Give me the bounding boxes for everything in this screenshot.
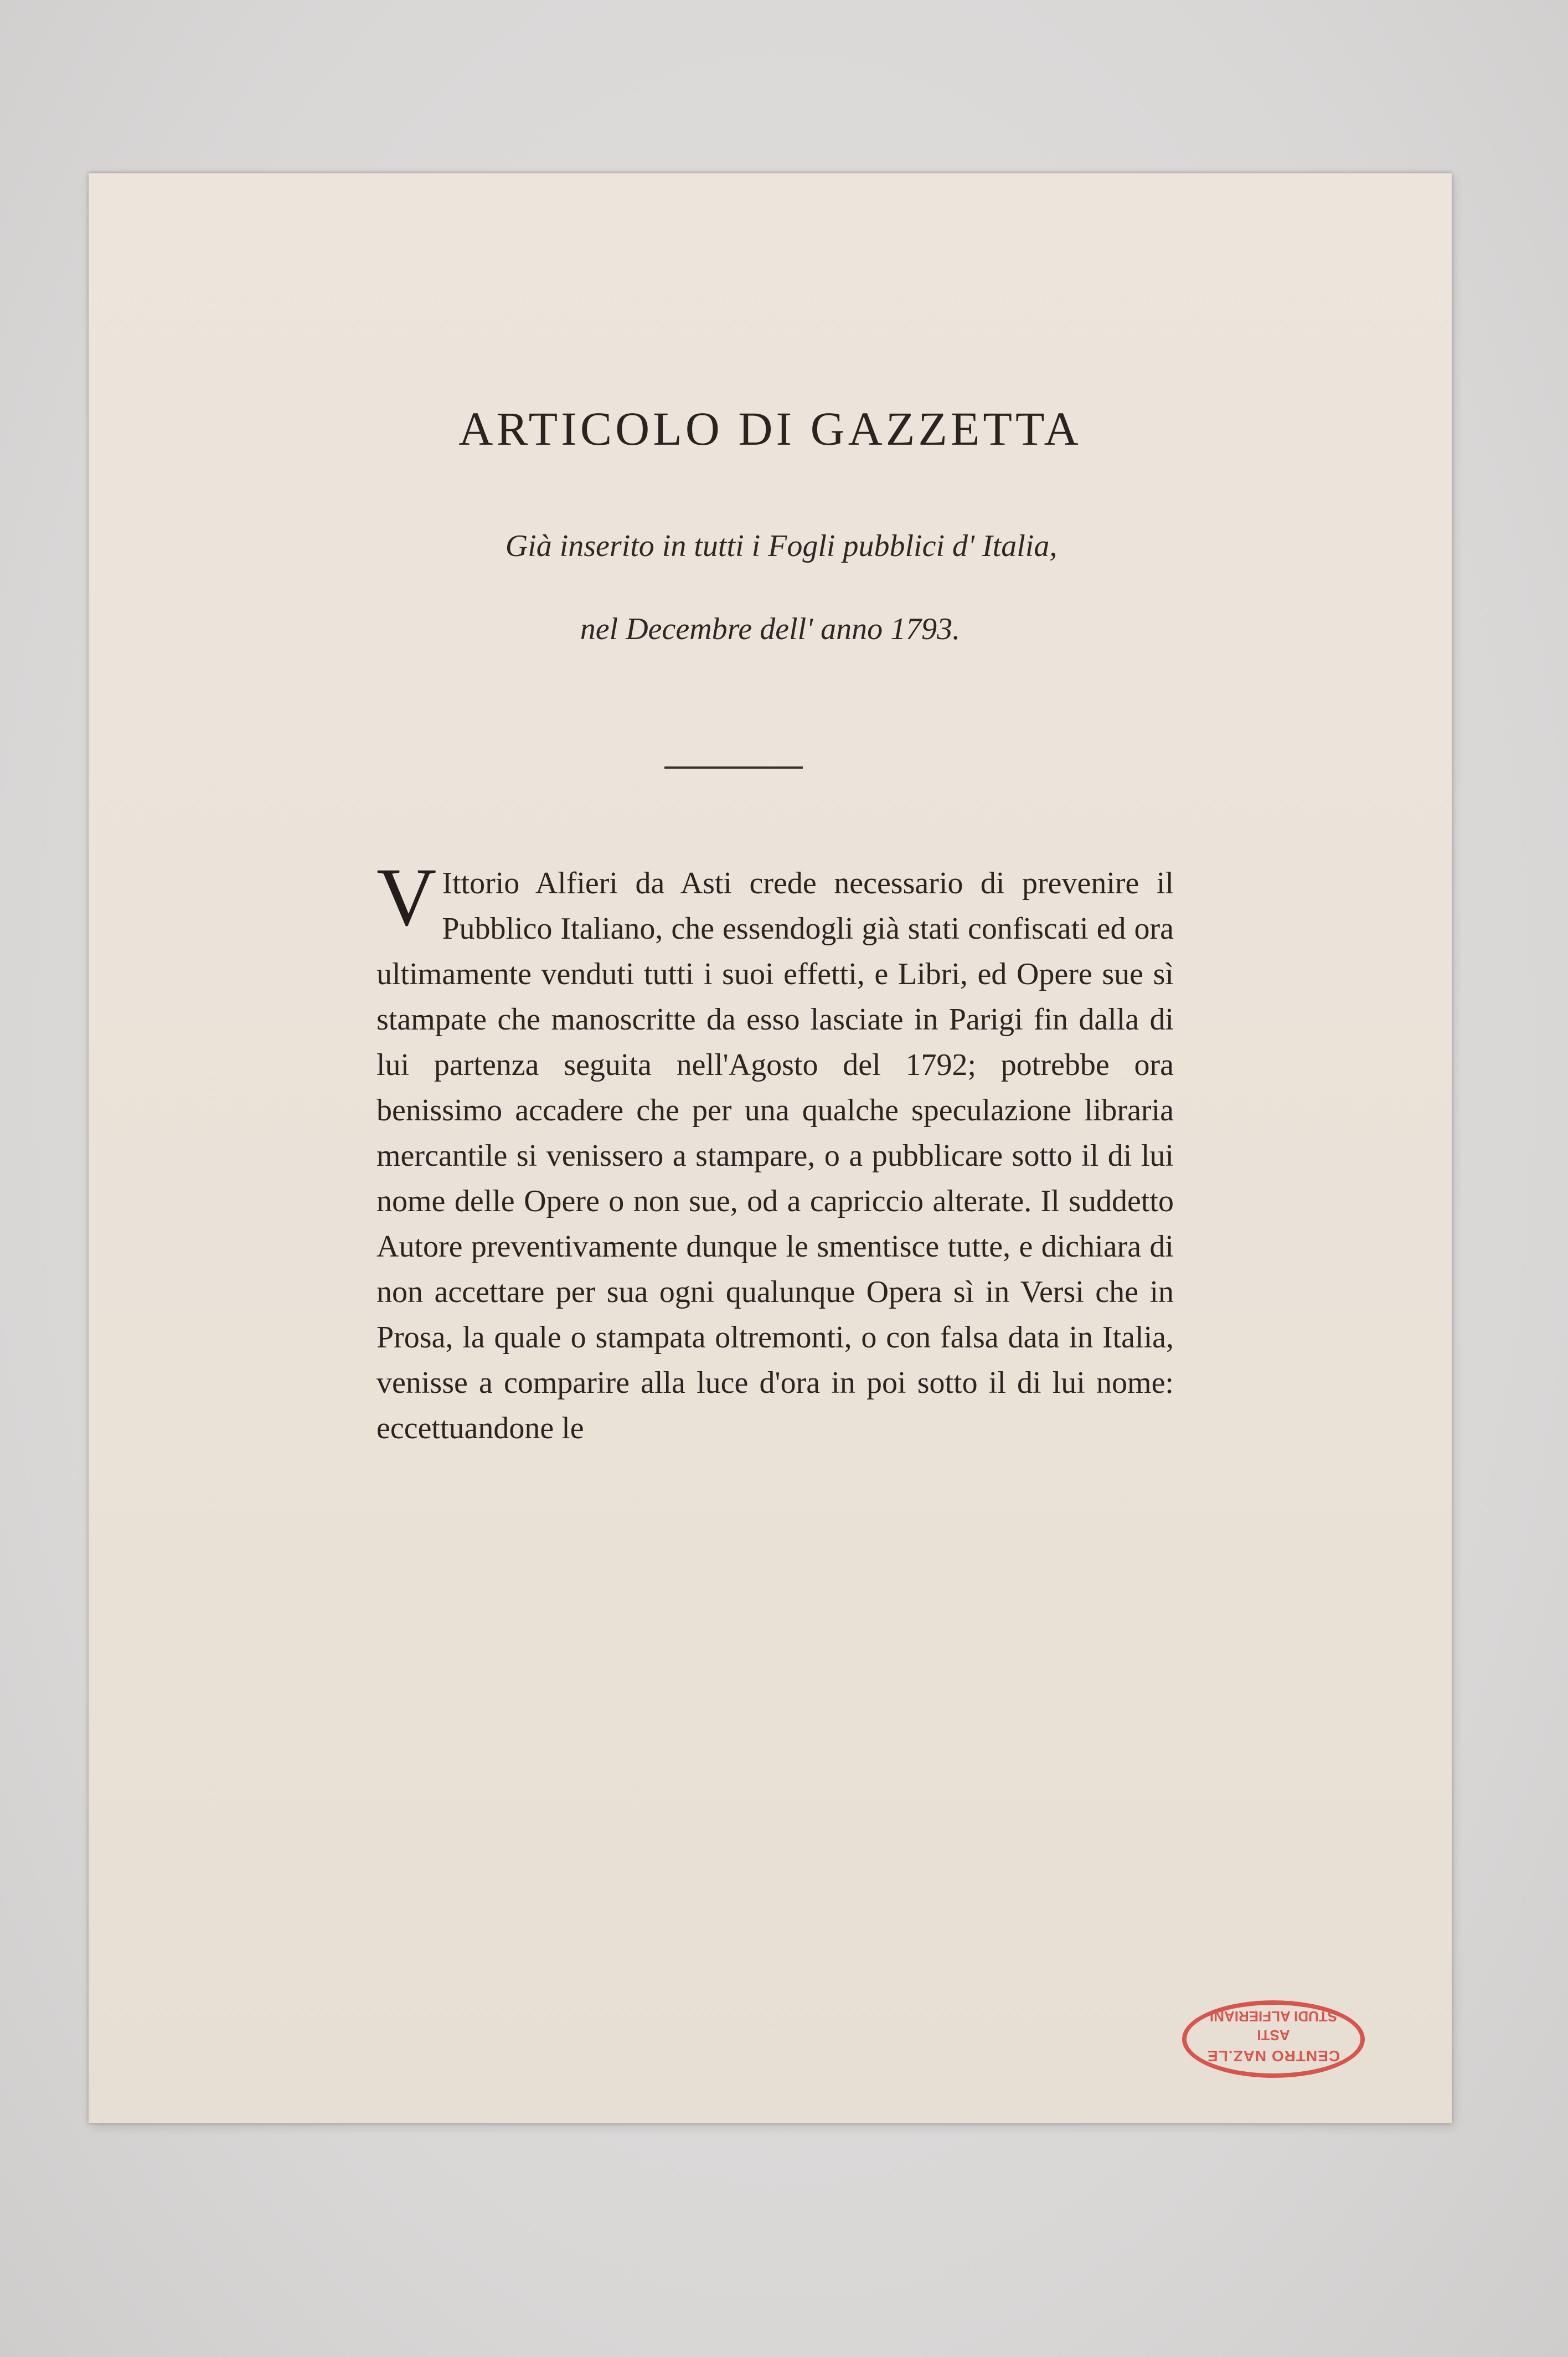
document-page bbox=[89, 173, 1452, 2123]
stamp-bottom-text: STUDI ALFIERIANI bbox=[1209, 2008, 1338, 2025]
library-stamp bbox=[1182, 2000, 1365, 2078]
subtitle-line-1: Già inserito in tutti i Fogli pubblici d' Italia, bbox=[505, 529, 1058, 563]
drop-cap: V bbox=[376, 851, 437, 943]
document-title: ARTICOLO DI GAZZETTA bbox=[458, 402, 1082, 455]
stamp-middle-text: ASTI bbox=[1257, 2027, 1290, 2044]
body-text: Ittorio Alfieri da Asti crede necessario di prevenire il Pubblico Italiano, che essendogli già stati confiscati ed ora ultimamente venduti tutti i suoi effetti, e Libri, ed Opere sue sì stampate che manoscritte da esso lasciate in Parigi fin dalla di lui partenza seguita nell'Agosto del 1792; potrebbe ora benissimo accadere che per una qualche speculazione libraria mercantile si venissero a stampare, o a pubblicare sotto il di lui nome delle Opere o non sue, od a capriccio alterate. Il suddetto Autore preventivamente dunque le smentisce tutte, e dichiara di non accettare per sua ogni qualunque Opera sì in Versi che in Prosa, la quale o stampata oltremonti, o con falsa data in Italia, venisse a comparire alla luce d'ora in poi sotto il di lui nome: eccettuandone le bbox=[376, 866, 1174, 1445]
divider-rule bbox=[664, 766, 803, 769]
body-paragraph bbox=[376, 851, 1174, 1451]
stamp-top-text: CENTRO NAZ.LE bbox=[1206, 2047, 1340, 2065]
subtitle-line-2: nel Decembre dell' anno 1793. bbox=[580, 612, 961, 646]
